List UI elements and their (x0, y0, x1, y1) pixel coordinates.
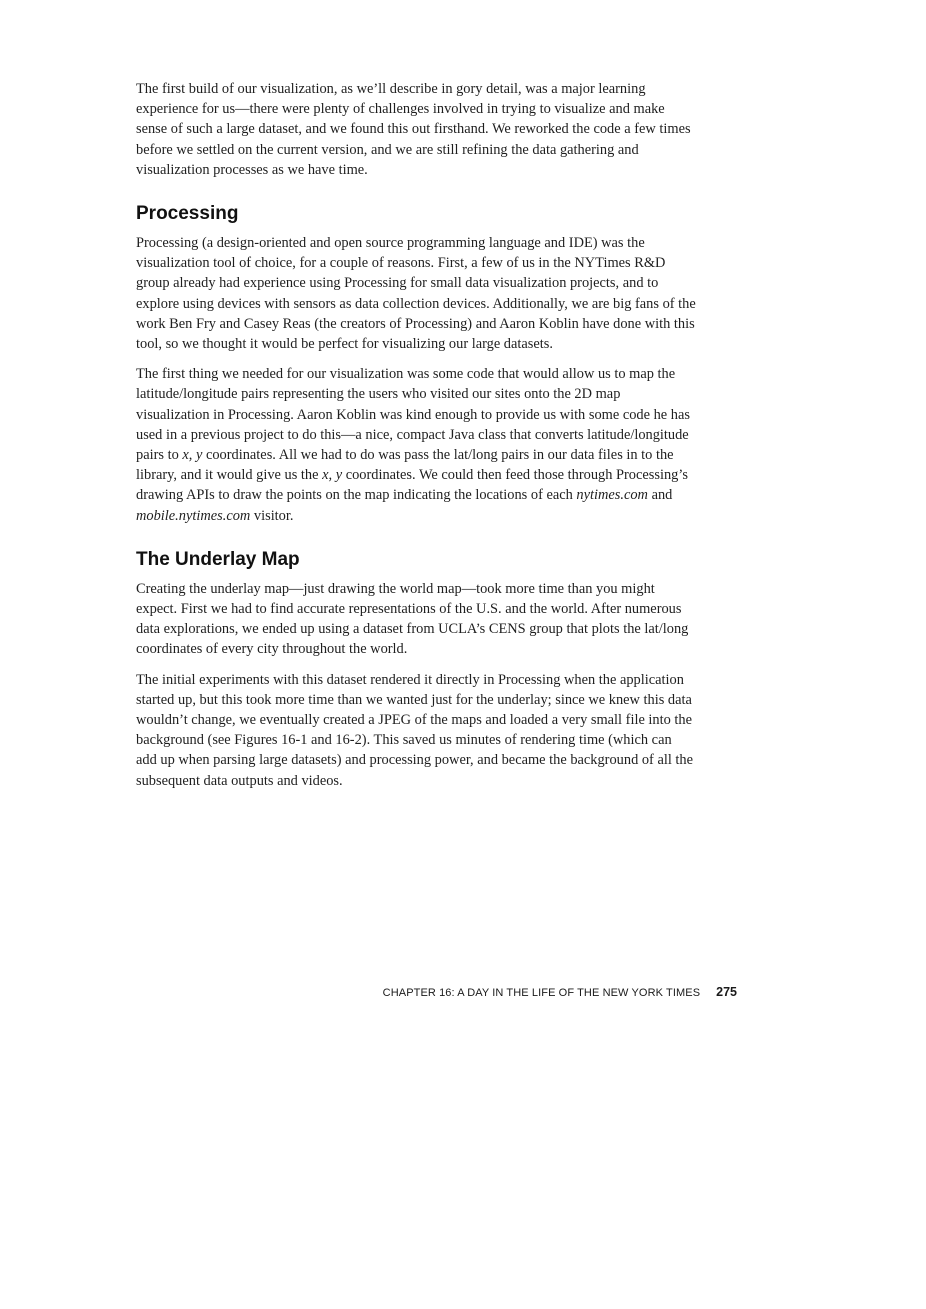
paragraph-text: The first thing we needed for our visualization was some code that would allow us to map the latitude/longitude pairs representing the users who visited our sites onto the 2D map visualization in Processing. Aaron Koblin was kind enough to provide us with some code he has used in a previous project to do this—a nice, compact Java class that converts latitude/longitude pairs to (136, 366, 690, 464)
intro-paragraph: The first build of our visualization, as we’ll describe in gory detail, was a major learning experience for us—there were plenty of challenges involved in trying to visualize and make sense of such a large dataset, and we found this out firsthand. We reworked the code a few times before we settled on the current version, and we are still refining the data gathering and visualization processes as we have time. (136, 81, 691, 178)
underlay-map-heading: The Underlay Map (136, 548, 300, 570)
paragraph-text: coordinates. All we had to do was pass the lat/long pairs in our data files in to the library, and it would give us the (136, 447, 674, 484)
running-footer-chapter: CHAPTER 16: A DAY IN THE LIFE OF THE NEW YORK TIMES (382, 987, 701, 999)
processing-paragraph-1: Processing (a design-oriented and open source programming language and IDE) was the visualization tool of choice, for a couple of reasons. First, a few of us in the NYTimes R&D group already had experience using Processing for small data visualization projects, and to explore using devices with sensors as data collection devices. Additionally, we are big fans of the work Ben Fry and Casey Reas (the creators of Processing) and Aaron Koblin have done with this tool, so we thought it would be perfect for visualizing our large datasets. (136, 235, 696, 353)
underlay-paragraph-1: Creating the underlay map—just drawing the world map—took more time than you might expect. First we had to find accurate representations of the U.S. and the world. After numerous data explorations, we ended up using a dataset from UCLA’s CENS group that plots the lat/long coordinates of every city throughout the world. (136, 580, 689, 658)
paragraph-text: coordinates. We could then feed those through Processing’s drawing APIs to draw the points on the map indicating the locations of each (136, 467, 688, 504)
site-name: nytimes.com (576, 487, 648, 504)
underlay-paragraph-2: The initial experiments with this dataset rendered it directly in Processing when the application started up, but this took more time than we wanted just for the underlay; since we knew this data wouldn’t change, we eventually created a JPEG of the maps and loaded a very small file into the background (see Figures 16-1 and 16-2). This saved us minutes of rendering time (which can add up when parsing large datasets) and processing power, and became the background of all the subsequent data outputs and videos. (136, 671, 694, 789)
processing-paragraph-2 (136, 364, 696, 526)
page-footer (383, 985, 737, 999)
processing-heading: Processing (136, 203, 239, 225)
xy-term: x, y (322, 467, 343, 484)
page-number: 275 (716, 985, 737, 999)
paragraph-text: and (647, 487, 673, 504)
xy-term: x, y (182, 447, 203, 464)
paragraph-text: visitor. (250, 507, 294, 524)
site-name: mobile.nytimes.com (136, 507, 251, 524)
page-body (136, 79, 696, 801)
